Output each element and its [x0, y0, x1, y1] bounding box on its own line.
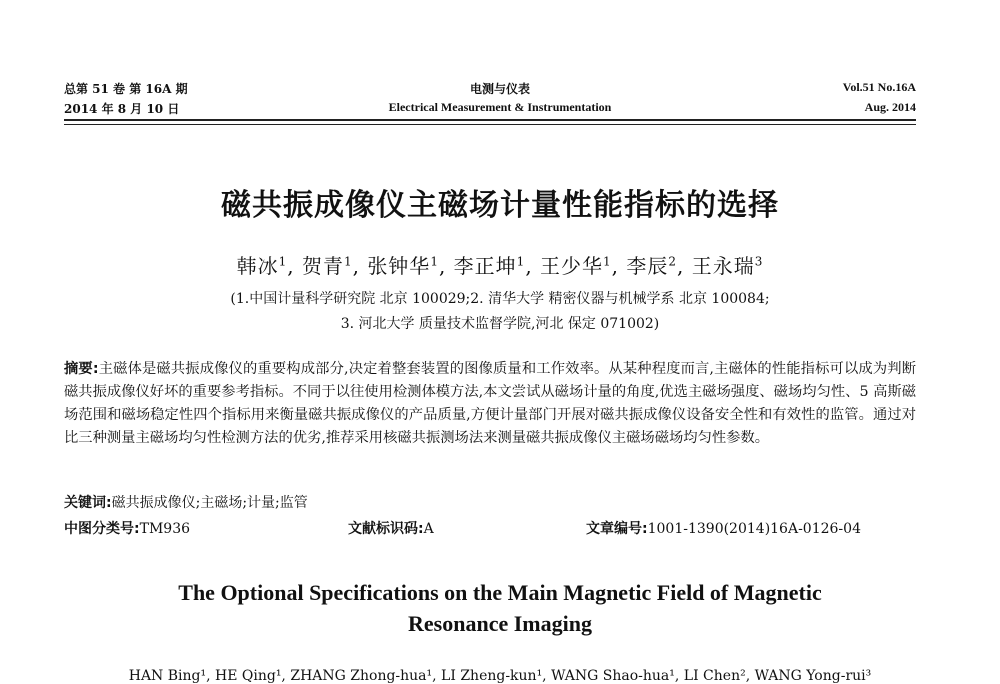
article-number-value: 1001-1390(2014)16A-0126-04: [647, 521, 861, 537]
document-code-value: A: [423, 521, 434, 537]
article-number: [586, 518, 861, 538]
author: 李辰: [626, 254, 669, 278]
paper-title-en-line-1: The Optional Specifications on the Main Magnetic Field of Magnetic: [178, 580, 822, 605]
document-code-label: 文献标识码:: [348, 521, 424, 537]
journal-title-en: Electrical Measurement & Instrumentation: [388, 100, 612, 114]
header-rule-thin: [64, 124, 916, 125]
keywords-text: 磁共振成像仪;主磁场;计量;监管: [111, 495, 308, 511]
author-affiliation-mark: 2: [668, 254, 678, 269]
author-affiliation-mark: 1: [516, 254, 526, 269]
journal-title-cn: 电测与仪表: [469, 82, 530, 96]
author-separator: ,: [677, 254, 685, 278]
author-separator: ,: [287, 254, 295, 278]
author-separator: ,: [611, 254, 620, 278]
author-affiliation-mark: 3: [754, 254, 764, 269]
paper-title-en: [0, 577, 1000, 639]
author-affiliation-mark: 1: [278, 254, 288, 269]
issue-date: 2014 年 8 月 10 日: [64, 102, 180, 116]
issue-info: 总第 51 卷 第 16A 期: [64, 82, 188, 96]
clc-number: [64, 518, 190, 538]
clc-value: TM936: [139, 521, 191, 537]
author-affiliation-mark: 1: [603, 254, 612, 269]
author-separator: ,: [438, 254, 447, 278]
author-list: [0, 250, 1000, 279]
document-code: [348, 518, 434, 538]
article-number-label: 文章编号:: [586, 521, 648, 537]
header-rule-thick: [64, 119, 916, 121]
abstract-text: 主磁体是磁共振成像仪的重要构成部分,决定着整套装置的图像质量和工作效率。从某种程度而言,主磁体的性能指标可以成为判断磁共振成像仪好坏的重要参考指标。不同于以往使用检测体模方法,本文尝试从磁场计量的角度,优选主磁场强度、磁场均匀性、5 高斯磁场范围和磁场稳定性四个指标用来衡量磁共振成像仪的产品质量,方便计量部门开展对磁共振成像仪设备安全性和有效性的监管。通过对比三种测量主磁场均匀性检测方法的优劣,推荐采用核磁共振测场法来测量磁共振成像仪主磁场磁场均匀性参数。: [64, 361, 916, 446]
author: 贺青: [301, 254, 344, 278]
abstract: [64, 358, 916, 450]
author-list-en: HAN Bing¹, HE Qing¹, ZHANG Zhong-hua¹, LI Zheng-kun¹, WANG Shao-hua¹, LI Chen², WANG Yong-rui³: [128, 668, 872, 684]
paper-title-en-line-2: Resonance Imaging: [408, 611, 592, 636]
author: 韩冰: [236, 254, 279, 278]
abstract-label: 摘要:: [64, 361, 99, 377]
keywords-label: 关键词:: [64, 495, 112, 511]
author: 李正坤: [453, 254, 517, 278]
affiliation-line-2: 3. 河北大学 质量技术监督学院,河北 保定 071002): [340, 316, 660, 332]
issue-date-en: Aug. 2014: [864, 100, 916, 114]
volume-info: Vol.51 No.16A: [842, 80, 916, 94]
paper-title-cn: 磁共振成像仪主磁场计量性能指标的选择: [221, 188, 779, 223]
author-separator: ,: [525, 254, 533, 278]
keywords: [64, 492, 308, 512]
author-affiliation-mark: 1: [343, 254, 353, 269]
clc-label: 中图分类号:: [64, 521, 140, 537]
author-separator: ,: [352, 254, 360, 278]
author: 王少华: [540, 254, 604, 278]
author: 王永瑞: [691, 254, 755, 278]
author: 张钟华: [367, 254, 431, 278]
affiliation-line-1: (1.中国计量科学研究院 北京 100029;2. 清华大学 精密仪器与机械学系 北京 100084;: [230, 291, 770, 307]
author-affiliation-mark: 1: [430, 254, 439, 269]
